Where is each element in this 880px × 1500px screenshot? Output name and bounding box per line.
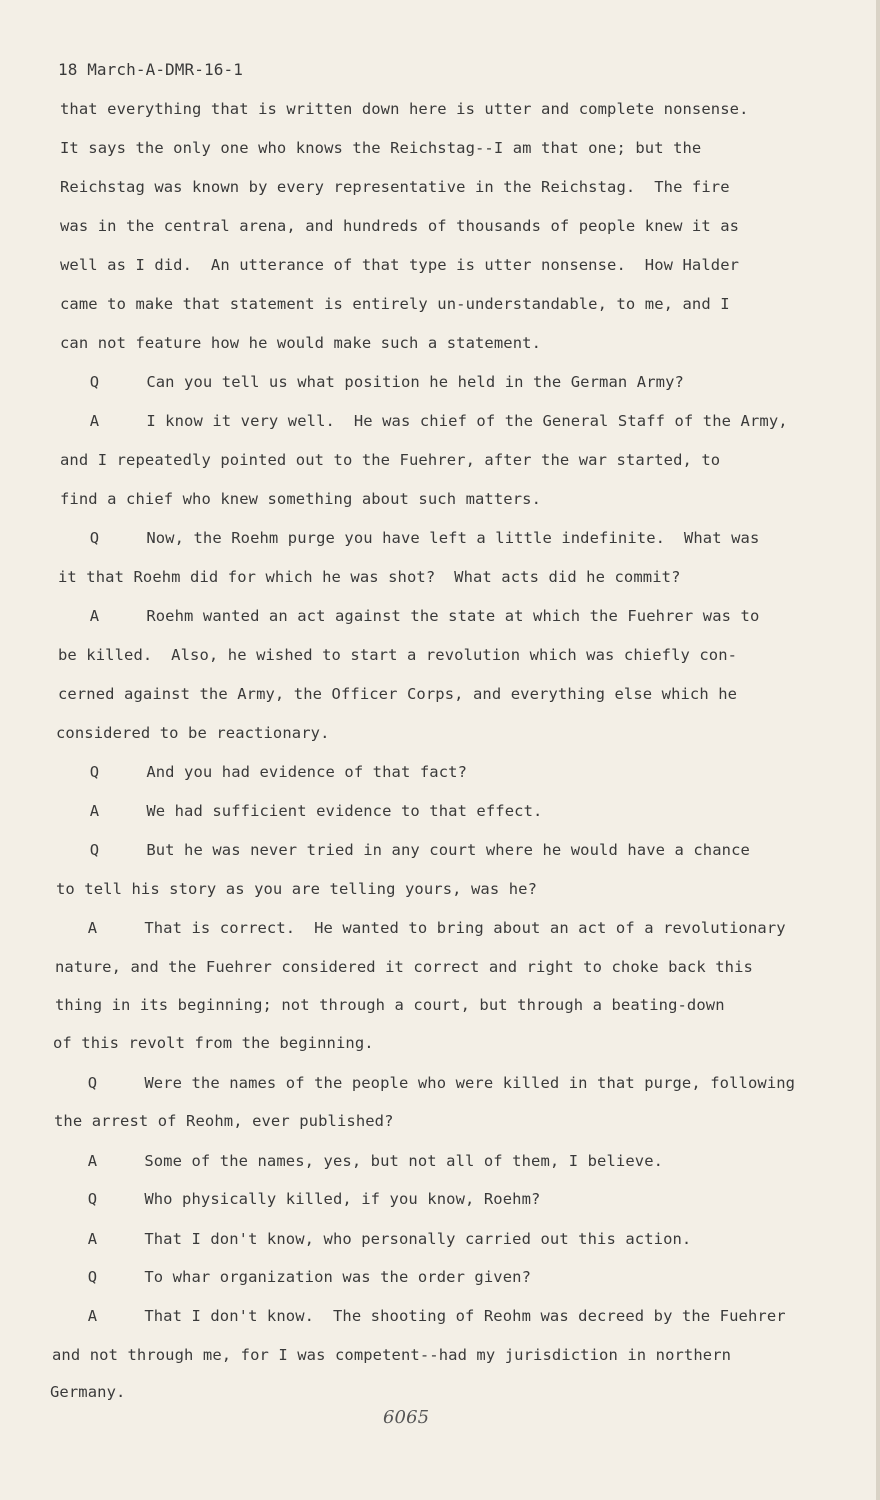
text-line: A Roehm wanted an act against the state at which the Fuehrer was to [52,607,760,625]
text-line: A That I don't know, who personally carried out this action. [50,1230,692,1248]
text-line: Q But he was never tried in any court where he would have a chance [52,841,750,859]
text-line: Q Can you tell us what position he held in the German Army? [52,373,684,391]
text-line: A I know it very well. He was chief of the General Staff of the Army, [52,412,788,430]
page-number: 6065 [383,1407,430,1428]
text-line: considered to be reactionary. [56,724,330,742]
text-line: to tell his story as you are telling yours, was he? [56,880,538,898]
text-line: was in the central arena, and hundreds of thousands of people knew it as [60,217,740,235]
text-line: nature, and the Fuehrer considered it correct and right to choke back this [55,958,753,976]
text-line: A Some of the names, yes, but not all of them, I believe. [50,1152,664,1170]
text-line: find a chief who knew something about such matters. [60,490,542,508]
text-line: came to make that statement is entirely un-understandable, to me, and I [60,295,730,313]
text-line: A We had sufficient evidence to that effect. [52,802,543,820]
text-line: of this revolt from the beginning. [53,1034,374,1052]
text-line: Q Who physically killed, if you know, Roehm? [50,1190,541,1208]
text-line: well as I did. An utterance of that type is utter nonsense. How Halder [60,256,740,274]
text-line: be killed. Also, he wished to start a revolution which was chiefly con- [58,646,738,664]
text-line: A That is correct. He wanted to bring about an act of a revolutionary [50,919,786,937]
text-line: A That I don't know. The shooting of Reohm was decreed by the Fuehrer [50,1307,786,1325]
text-line: Q And you had evidence of that fact? [52,763,467,781]
text-line: and not through me, for I was competent--had my jurisdiction in northern [52,1346,732,1364]
text-line: Q To whar organization was the order given? [50,1268,532,1286]
text-line: it that Roehm did for which he was shot? What acts did he commit? [58,568,681,586]
text-line: the arrest of Reohm, ever published? [54,1112,394,1130]
text-line: can not feature how he would make such a statement. [60,334,542,352]
text-line: thing in its beginning; not through a court, but through a beating-down [55,996,725,1014]
text-line: Germany. [50,1383,126,1401]
text-line: Q Now, the Roehm purge you have left a little indefinite. What was [52,529,760,547]
text-line: Reichstag was known by every representative in the Reichstag. The fire [60,178,730,196]
text-line: Q Were the names of the people who were killed in that purge, following [50,1074,796,1092]
text-line: that everything that is written down here is utter and complete nonsense. [60,100,749,118]
text-line: It says the only one who knows the Reichstag--I am that one; but the [60,139,702,157]
text-line: and I repeatedly pointed out to the Fuehrer, after the war started, to [60,451,721,469]
text-line: cerned against the Army, the Officer Corps, and everything else which he [58,685,738,703]
document-reference: 18 March-A-DMR-16-1 [58,60,243,79]
